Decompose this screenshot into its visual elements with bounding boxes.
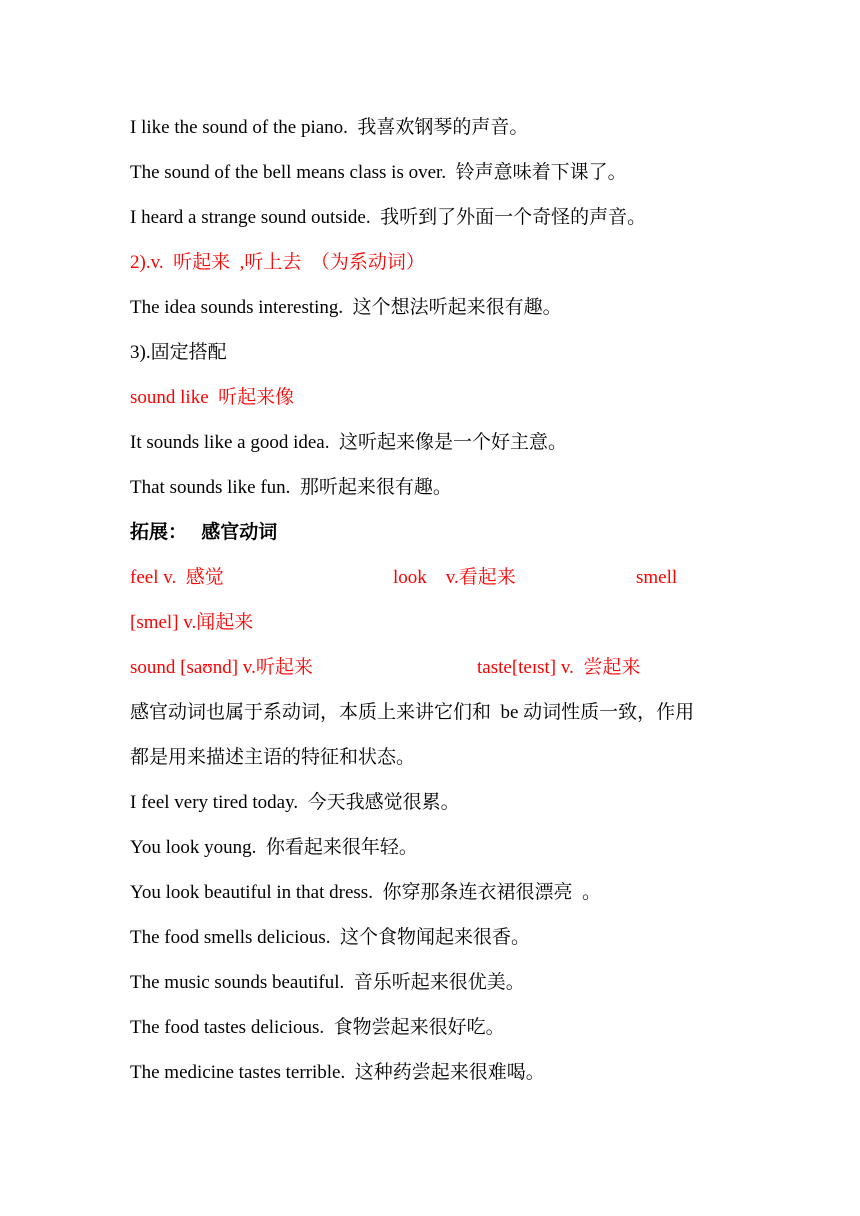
sense-verb-sound: sound [saʊnd] v.听起来 — [130, 657, 313, 678]
example-sentence: It sounds like a good idea. 这听起来像是一个好主意。 — [130, 432, 567, 453]
example-sentence: The food tastes delicious. 食物尝起来很好吃。 — [130, 1017, 505, 1038]
sense-verb-taste: taste[teɪst] v. 尝起来 — [477, 657, 641, 678]
explanation-text: 感官动词也属于系动词，本质上来讲它们和 be 动词性质一致，作用 — [130, 702, 695, 723]
sense-verb-smell: smell — [636, 567, 678, 588]
definition-heading: 2).v. 听起来 ,听上去 （为系动词） — [130, 252, 425, 273]
phrase-heading: sound like 听起来像 — [130, 387, 295, 408]
example-sentence: You look young. 你看起来很年轻。 — [130, 837, 418, 858]
example-sentence: The food smells delicious. 这个食物闻起来很香。 — [130, 927, 531, 948]
example-sentence: I feel very tired today. 今天我感觉很累。 — [130, 792, 460, 813]
example-sentence: The idea sounds interesting. 这个想法听起来很有趣。 — [130, 297, 562, 318]
example-sentence: The medicine tastes terrible. 这种药尝起来很难喝。 — [130, 1062, 545, 1083]
sense-verb-look: look v.看起来 — [393, 567, 516, 588]
example-sentence: I heard a strange sound outside. 我听到了外面一个奇怪的声音。 — [130, 207, 647, 228]
example-sentence: You look beautiful in that dress. 你穿那条连衣裙很漂亮 。 — [130, 882, 601, 903]
example-sentence: I like the sound of the piano. 我喜欢钢琴的声音。 — [130, 117, 529, 138]
example-sentence: The sound of the bell means class is over. 铃声意味着下课了。 — [130, 162, 627, 183]
example-sentence: That sounds like fun. 那听起来很有趣。 — [130, 477, 452, 498]
sense-verb-smell-definition: [smel] v.闻起来 — [130, 612, 254, 633]
section-heading: 3).固定搭配 — [130, 342, 227, 363]
explanation-text: 都是用来描述主语的特征和状态。 — [130, 747, 416, 768]
extension-heading: 拓展： 感官动词 — [130, 522, 278, 543]
example-sentence: The music sounds beautiful. 音乐听起来很优美。 — [130, 972, 525, 993]
sense-verb-feel: feel v. 感觉 — [130, 567, 224, 588]
